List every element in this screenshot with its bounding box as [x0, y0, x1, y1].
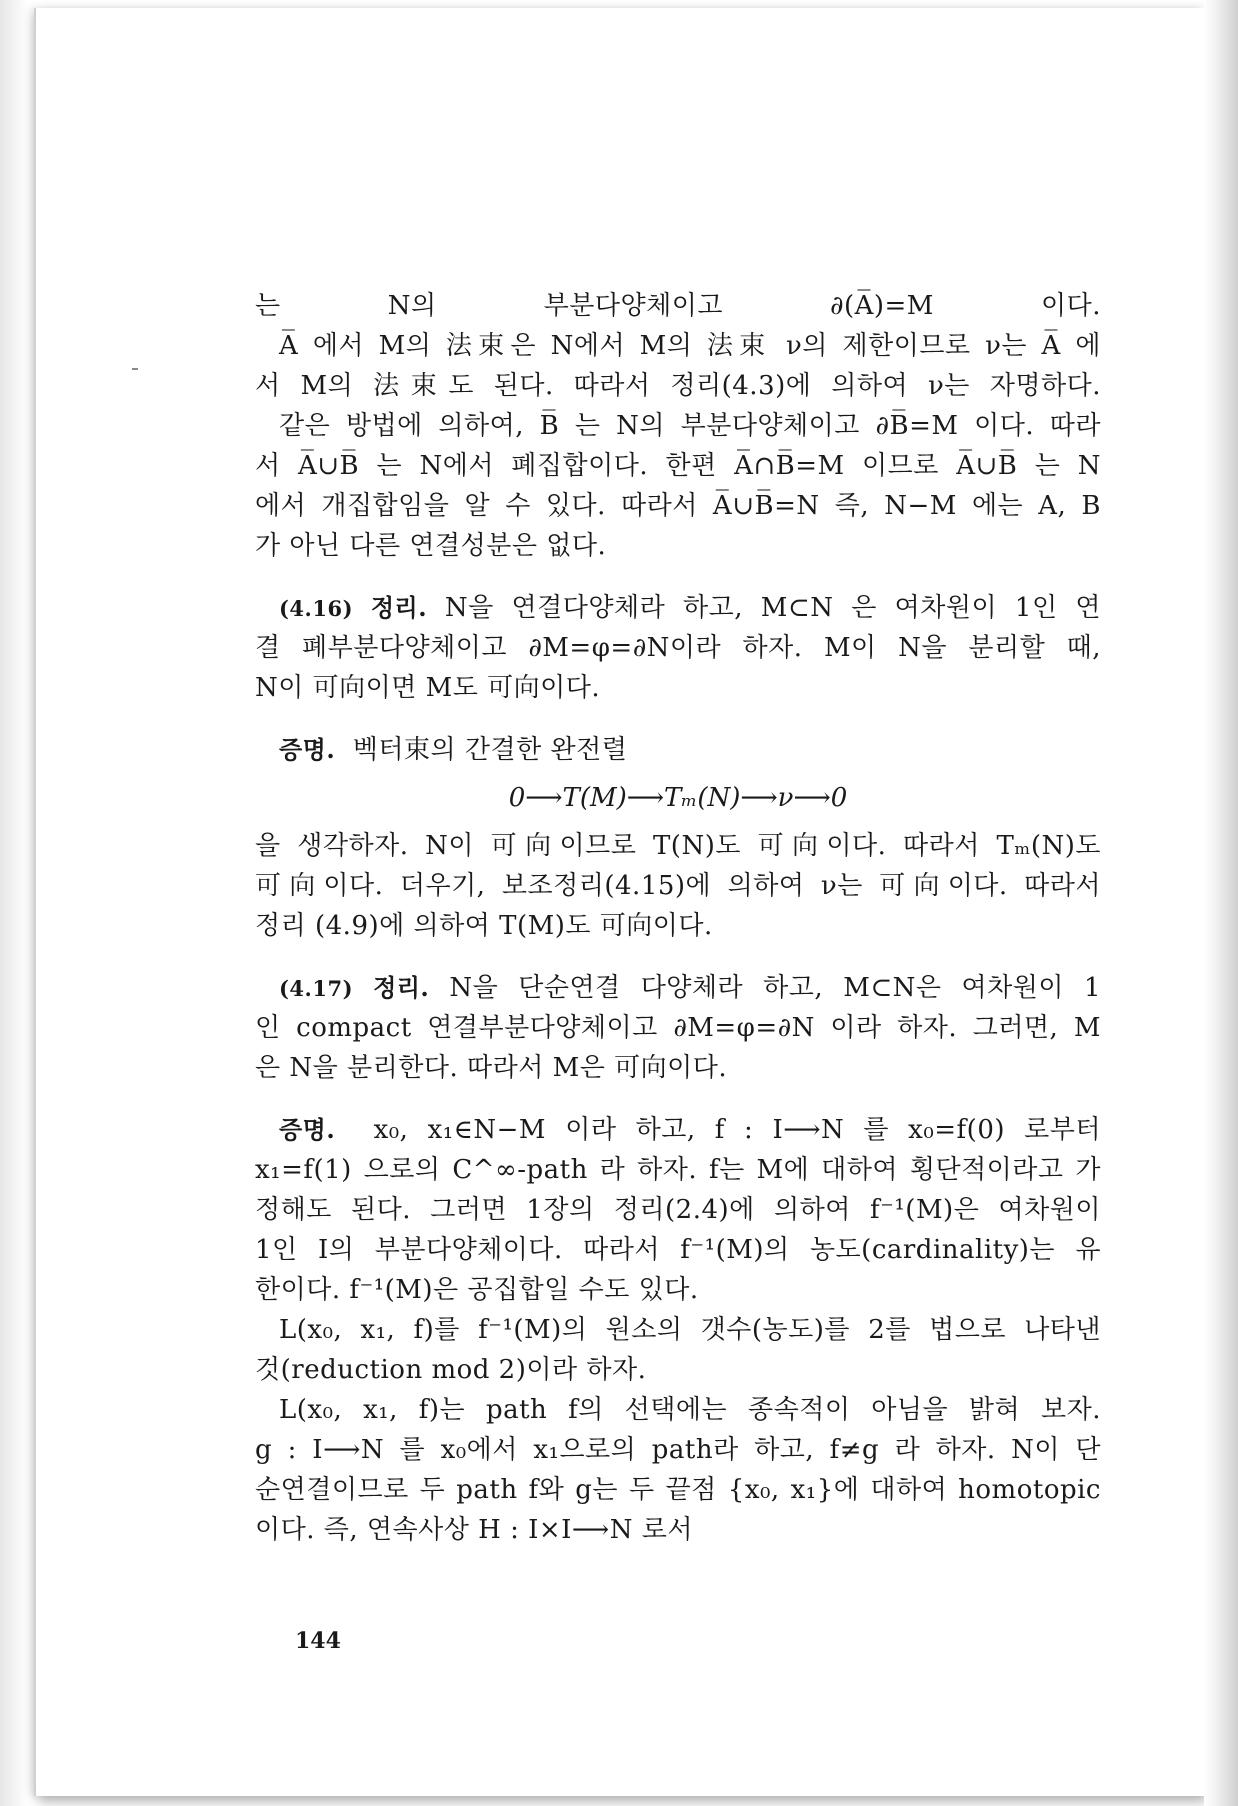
margin-mark	[132, 368, 138, 370]
proof-417-label: 증명.	[279, 1115, 336, 1144]
proof-416-line-1: 을 생각하자. N이 可向이므로 T(N)도 可向이다. 따라서 Tₘ(N)도	[255, 831, 1101, 861]
text-line-5: 서 A̅∪B̅ 는 N에서 폐집합이다. 한편 A̅∩B̅=M 이므로 A̅∪B̅ 는 N	[255, 451, 1101, 481]
theorem-417-line-1	[255, 968, 1101, 1008]
proof-416-intro-line	[255, 730, 1101, 770]
proof-417-line-10: 순연결이므로 두 path f와 g는 두 끝점 {x₀, x₁}에 대하여 homotopic	[255, 1475, 1101, 1505]
proof-417-line-1	[255, 1110, 1101, 1150]
proof-416-label: 증명.	[279, 735, 336, 764]
text-line-2: A̅ 에서 M의 法束은 N에서 M의 法束 ν의 제한이므로 ν는 A̅ 에	[279, 331, 1101, 361]
proof-416-line-2: 可向이다. 더우기, 보조정리(4.15)에 의하여 ν는 可向이다. 따라서	[255, 871, 1101, 901]
text-line-1: 는 N의 부분다양체이고 ∂(A̅)=M 이다.	[255, 291, 1101, 321]
page-edge-shadow	[1204, 0, 1238, 1806]
page-number: 144	[295, 1628, 341, 1654]
proof-417-line-6: L(x₀, x₁, f)를 f⁻¹(M)의 원소의 갯수(농도)를 2를 법으로 나타낸	[279, 1315, 1101, 1345]
proof-417-text-1: x₀, x₁∈N−M 이라 하고, f : I⟶N 를 x₀=f(0) 로부터	[373, 1115, 1102, 1145]
proof-417-line-11: 이다. 즉, 연속사상 H : I×I⟶N 로서	[255, 1515, 693, 1545]
section-gap	[255, 946, 1101, 968]
theorem-417-line-3: 은 N을 분리한다. 따라서 M은 可向이다.	[255, 1053, 728, 1083]
text-line-3: 서 M의 法束도 된다. 따라서 정리(4.3)에 의하여 ν는 자명하다.	[255, 371, 1101, 401]
proof-417-line-2: x₁=f(1) 으로의 C^∞-path 라 하자. f는 M에 대하여 횡단적이라고 가	[255, 1155, 1101, 1185]
text-line-7: 가 아닌 다른 연결성분은 없다.	[255, 531, 607, 561]
page-body	[255, 286, 1101, 1550]
theorem-416-number: (4.16)	[279, 596, 354, 621]
text-line-6: 에서 개집합임을 알 수 있다. 따라서 A̅∪B̅=N 즉, N−M 에는 A, B	[255, 491, 1101, 521]
proof-416-line-3: 정리 (4.9)에 의하여 T(M)도 可向이다.	[255, 911, 713, 941]
theorem-416-line-1	[255, 588, 1101, 628]
proof-417-line-3: 정해도 된다. 그러면 1장의 정리(2.4)에 의하여 f⁻¹(M)은 여차원이	[255, 1195, 1101, 1225]
text-line-4: 같은 방법에 의하여, B̅ 는 N의 부분다양체이고 ∂B̅=M 이다. 따라	[279, 411, 1101, 441]
theorem-416-line-3: N이 可向이면 M도 可向이다.	[255, 673, 601, 703]
proof-417-line-7: 것(reduction mod 2)이라 하자.	[255, 1355, 647, 1385]
theorem-417-label: 정리.	[373, 973, 430, 1002]
section-gap	[255, 1088, 1101, 1110]
theorem-416-label: 정리.	[370, 593, 428, 622]
section-gap	[255, 708, 1101, 730]
section-gap	[255, 566, 1101, 588]
proof-417-line-8: L(x₀, x₁, f)는 path f의 선택에는 종속적이 아님을 밝혀 보자.	[279, 1395, 1101, 1425]
spine-shadow	[0, 0, 28, 1806]
proof-417-line-5: 한이다. f⁻¹(M)은 공집합일 수도 있다.	[255, 1275, 699, 1305]
proof-417-line-9: g : I⟶N 를 x₀에서 x₁으로의 path라 하고, f≠g 라 하자. N이 단	[255, 1435, 1101, 1465]
theorem-417-text-1: N을 단순연결 다양체라 하고, M⊂N은 여차원이 1	[449, 973, 1102, 1003]
proof-416-intro: 벡터束의 간결한 완전렬	[352, 735, 628, 765]
theorem-417-number: (4.17)	[279, 976, 354, 1001]
theorem-417-line-2: 인 compact 연결부분다양체이고 ∂M=φ=∂N 이라 하자. 그러면, M	[255, 1013, 1101, 1043]
proof-417-line-4: 1인 I의 부분다양체이다. 따라서 f⁻¹(M)의 농도(cardinality)는 유	[255, 1235, 1101, 1265]
theorem-416-line-2: 결 폐부분다양체이고 ∂M=φ=∂N이라 하자. M이 N을 분리할 때,	[255, 633, 1101, 663]
theorem-416-text-1: N을 연결다양체라 하고, M⊂N 은 여차원이 1인 연	[444, 593, 1101, 623]
exact-sequence-display: 0⟶T(M)⟶Tₘ(N)⟶ν⟶0	[508, 783, 848, 813]
